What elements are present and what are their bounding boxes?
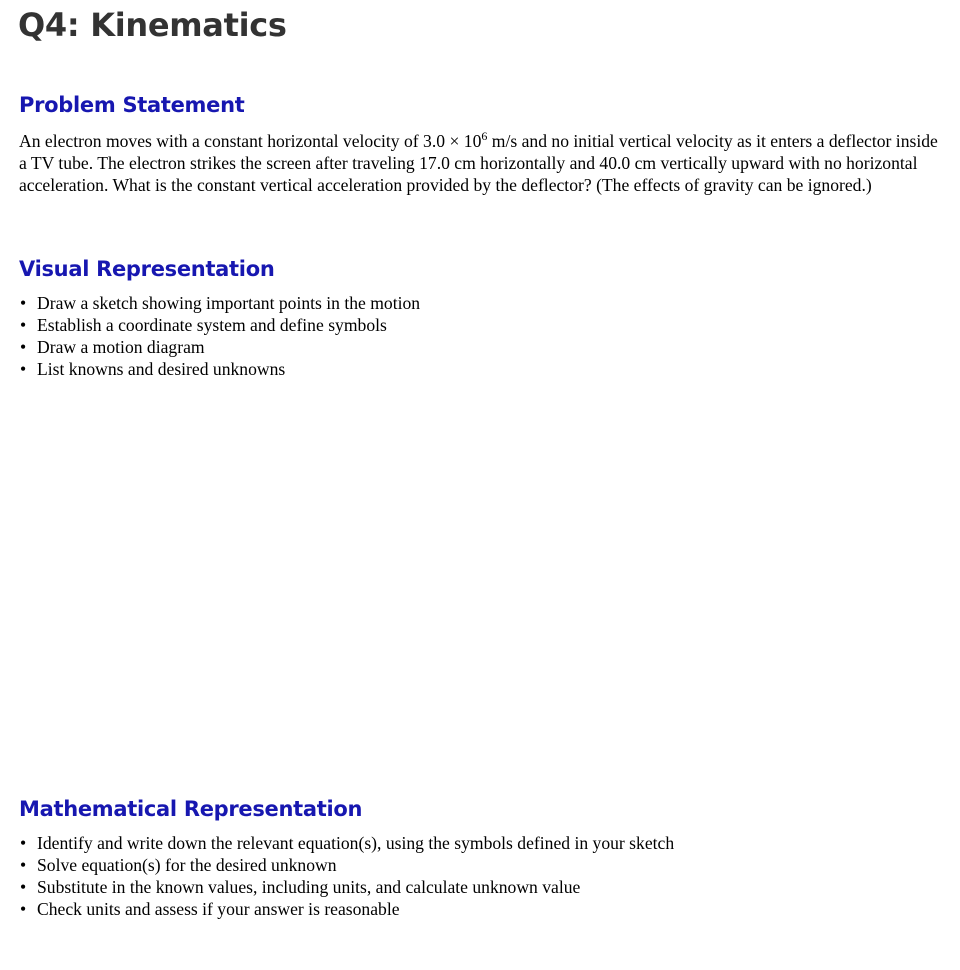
list-item: • Substitute in the known values, including units, and calculate unknown value: [19, 876, 674, 898]
mathematical-representation-heading: Mathematical Representation: [19, 797, 363, 821]
visual-representation-heading: Visual Representation: [19, 257, 275, 281]
list-item: • Identify and write down the relevant equation(s), using the symbols defined in your sketch: [19, 832, 674, 854]
list-item: • Check units and assess if your answer is reasonable: [19, 898, 674, 920]
list-item: • List knowns and desired unknowns: [19, 358, 420, 380]
list-item: • Establish a coordinate system and define symbols: [19, 314, 420, 336]
page-title: Q4: Kinematics: [18, 6, 287, 44]
problem-statement-heading: Problem Statement: [19, 93, 245, 117]
problem-text-before: An electron moves with a constant horizontal velocity of 3.0 × 10: [19, 131, 482, 151]
list-item: • Solve equation(s) for the desired unknown: [19, 854, 674, 876]
problem-exponent: 6: [481, 129, 488, 144]
mathematical-representation-list: [19, 832, 674, 920]
problem-text-after: m/s and no initial vertical velocity as it enters a deflector inside a TV tube. The electron strikes the screen after traveling 17.0 cm horizontally and 40.0 cm vertically upward with no horizontal acceleration. What is the constant vertical acceleration provided by the deflector? (The effects of gravity can be ignored.): [19, 131, 938, 195]
list-item: • Draw a sketch showing important points in the motion: [19, 292, 420, 314]
problem-statement-text: [19, 130, 944, 196]
list-item: • Draw a motion diagram: [19, 336, 420, 358]
visual-representation-list: [19, 292, 420, 380]
